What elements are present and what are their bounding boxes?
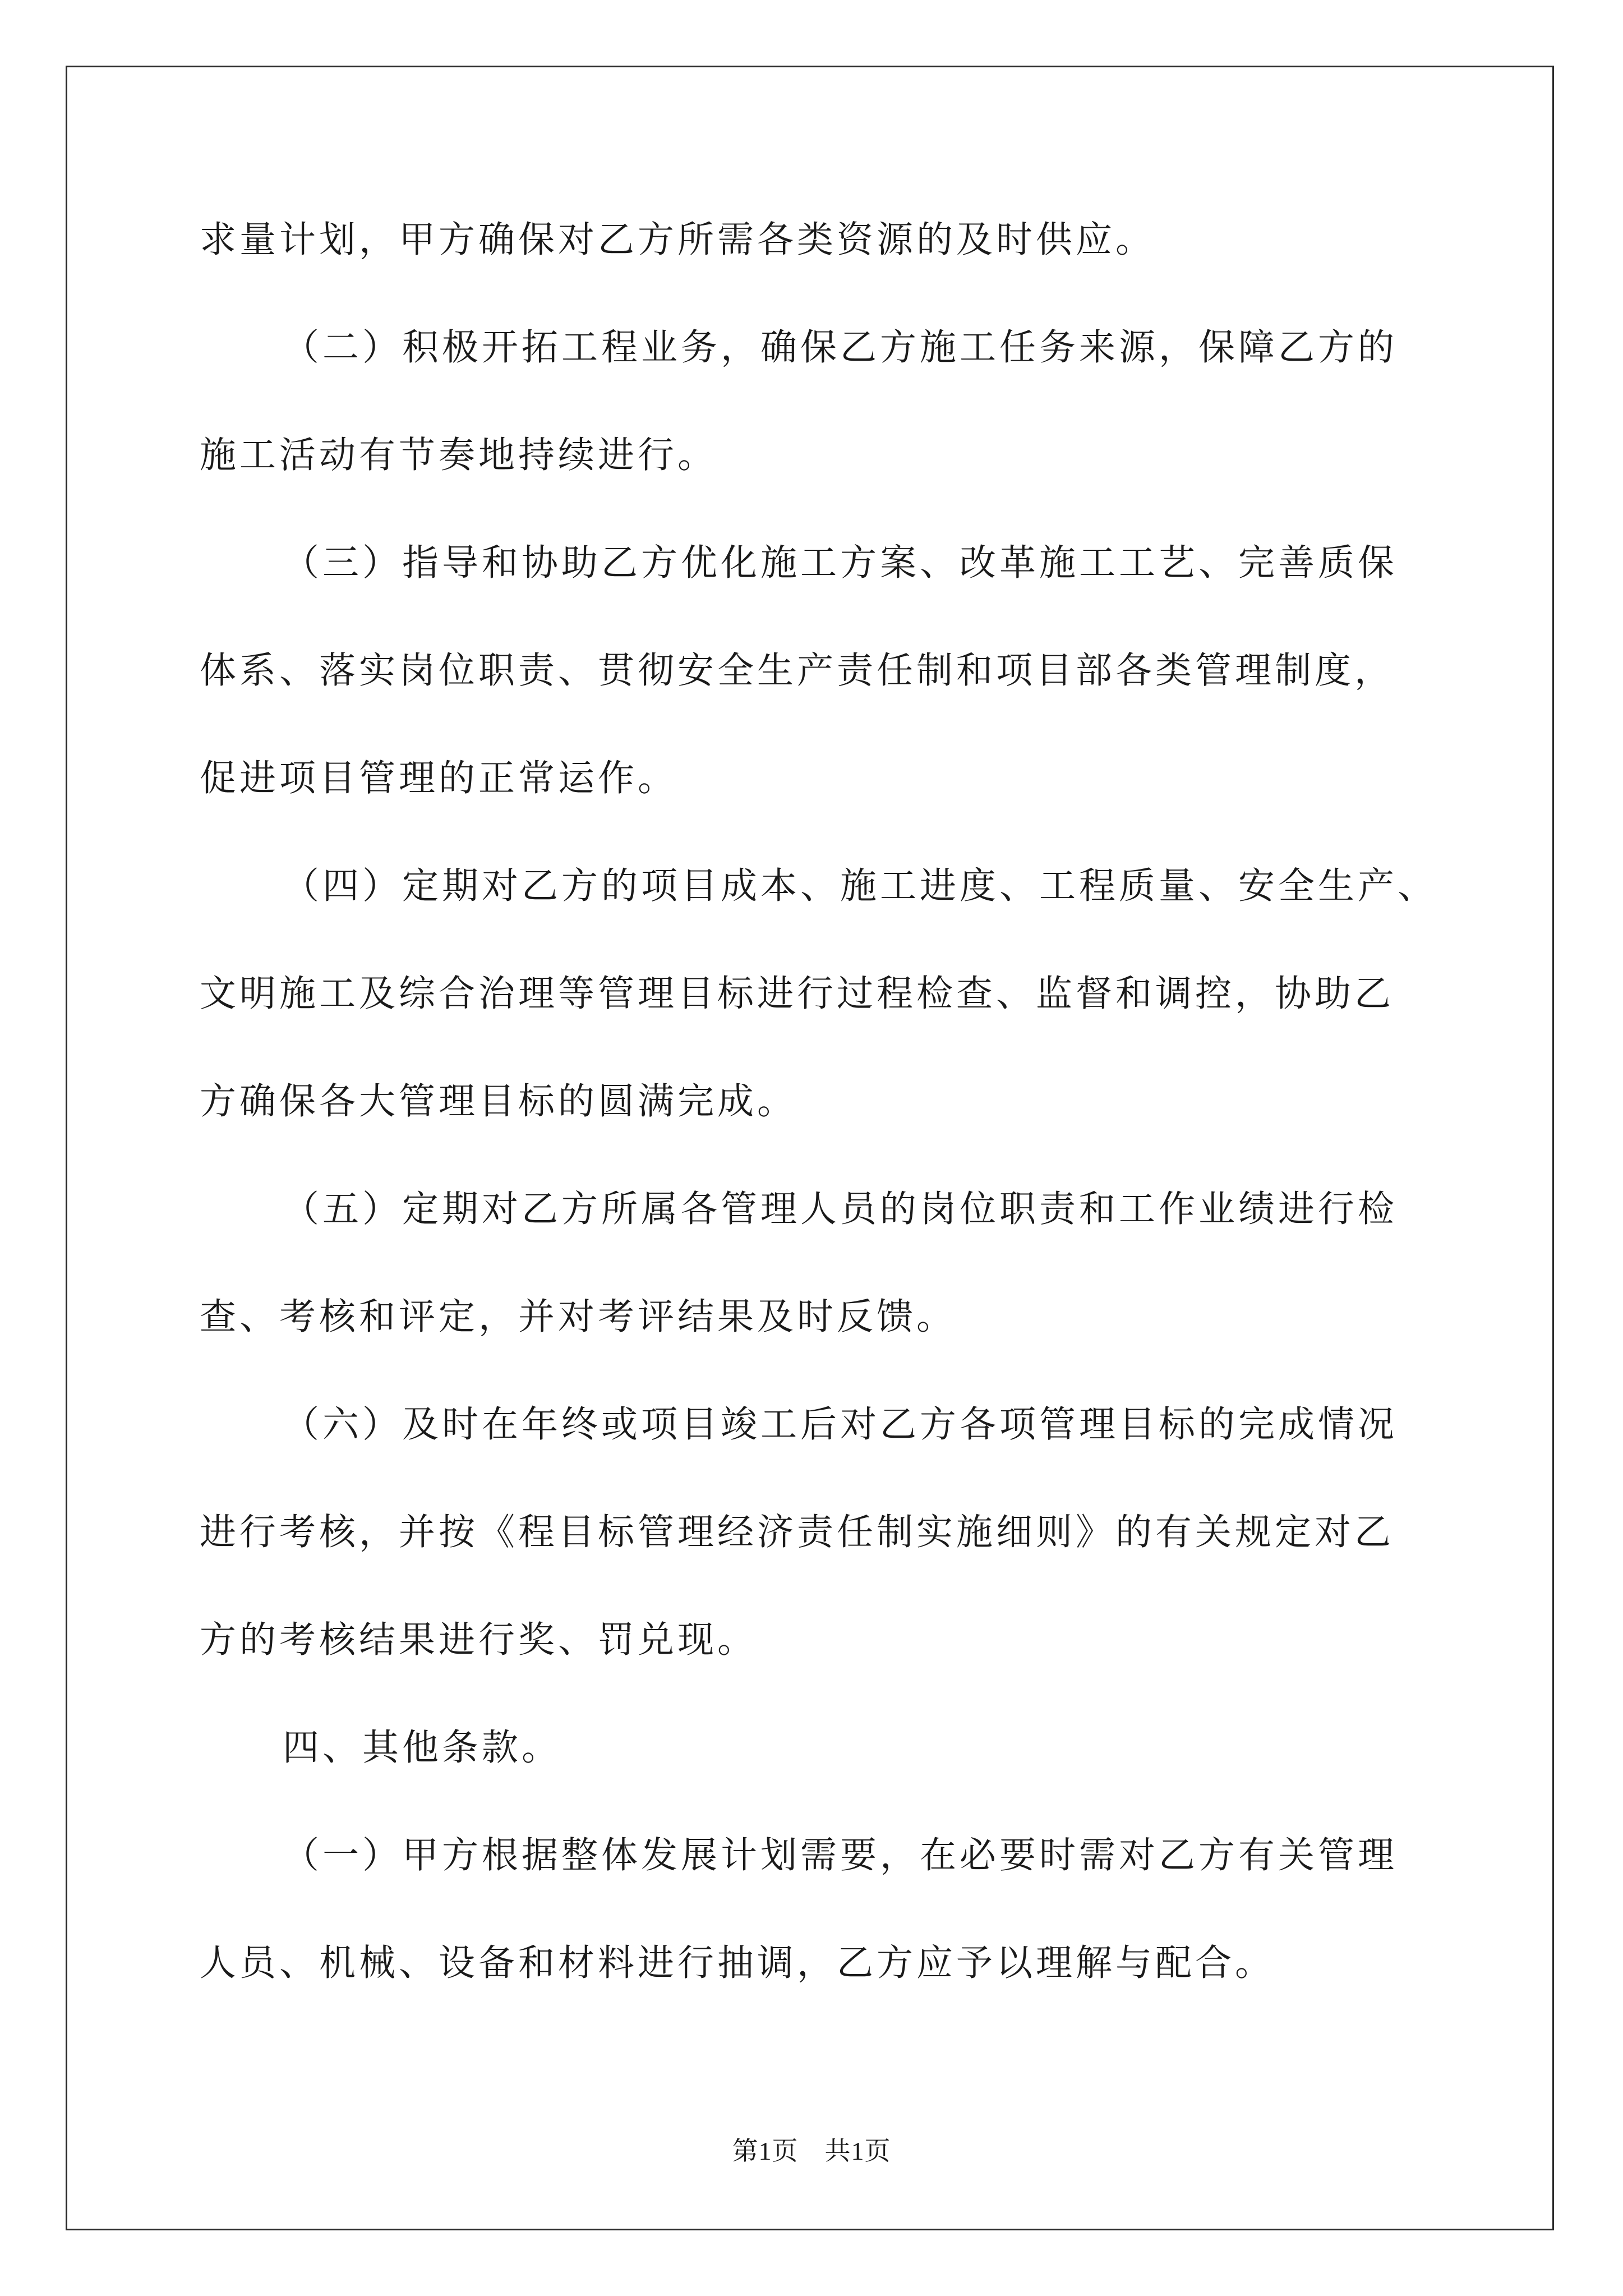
page-number: 第1页 共1页: [732, 2137, 891, 2165]
text-line: （三）指导和协助乙方优化施工方案、改革施工工艺、完善质保: [283, 542, 1398, 584]
text-line: 施工活动有节奏地持续进行。: [200, 434, 718, 476]
text-line: 求量计划，甲方确保对乙方所需各类资源的及时供应。: [200, 219, 1156, 261]
text-line: （一）甲方根据整体发展计划需要，在必要时需对乙方有关管理: [283, 1834, 1398, 1876]
document-body: [200, 212, 1461, 2043]
text-line: 体系、落实岗位职责、贯彻安全生产责任制和项目部各类管理制度，: [200, 650, 1395, 692]
text-line: （六）及时在年终或项目竣工后对乙方各项管理目标的完成情况: [283, 1404, 1398, 1446]
text-line: （五）定期对乙方所属各管理人员的岗位职责和工作业绩进行检: [283, 1188, 1398, 1230]
text-line: 方的考核结果进行奖、罚兑现。: [200, 1619, 758, 1661]
text-line: 文明施工及综合治理等管理目标进行过程检查、监督和调控，协助乙: [200, 973, 1395, 1015]
text-line: （四）定期对乙方的项目成本、施工进度、工程质量、安全生产、: [283, 865, 1438, 907]
text-line: 查、考核和评定，并对考评结果及时反馈。: [200, 1296, 957, 1338]
text-line: 方确保各大管理目标的圆满完成。: [200, 1080, 797, 1122]
section-heading: 四、其他条款。: [283, 1727, 562, 1769]
text-line: 促进项目管理的正常运作。: [200, 757, 678, 799]
text-line: （二）积极开拓工程业务，确保乙方施工任务来源，保障乙方的: [283, 326, 1398, 369]
text-line: 进行考核，并按《程目标管理经济责任制实施细则》的有关规定对乙: [200, 1511, 1395, 1553]
text-line: 人员、机械、设备和材料进行抽调，乙方应予以理解与配合。: [200, 1942, 1275, 1984]
